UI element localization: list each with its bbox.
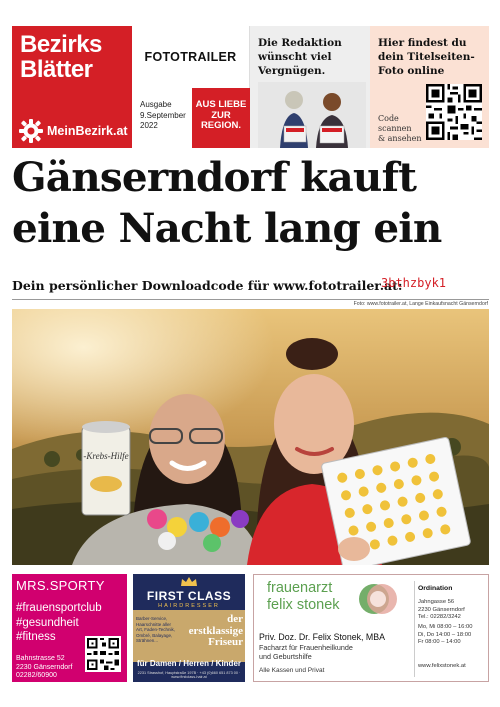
fototrailer-label: FOTOTRAILER [132, 26, 250, 88]
mrs-sporty-qr-code-icon[interactable] [85, 636, 121, 672]
first-class-footer: 2231 Strasshof, Hauptstraße 197B · +43 (0)660 651 873 00 · www.firstclass-hair.at [137, 671, 241, 679]
first-class-ad[interactable] [133, 574, 245, 682]
frauenarzt-brand-line-2: felix stonek [267, 597, 340, 613]
frauenarzt-ad[interactable] [253, 574, 489, 682]
divider [12, 299, 489, 300]
first-class-audience: für Damen / Herren / Kinder [136, 659, 242, 668]
bezirksblaetter-logo[interactable] [12, 26, 132, 148]
photo-booth-image [12, 309, 489, 565]
ad-row [12, 574, 489, 682]
mrs-sporty-ad[interactable] [12, 574, 127, 682]
masthead [12, 26, 489, 148]
ordination-address: Jahngasse 56 2230 Gänserndorf Tel.: 02282/3242 [418, 599, 465, 620]
frauenarzt-brand-line-1: frauenarzt [267, 580, 333, 596]
crown-icon [180, 576, 198, 587]
redaktion-greeting: Die Redaktion wünscht viel Vergnügen. [258, 37, 342, 77]
download-hint: Dein persönlicher Downloadcode für www.fototrailer.at: [12, 278, 403, 293]
editors-photo [258, 82, 366, 148]
mrs-sporty-address: Bahnstrasse 52 2230 Gänserndorf 02282/60900 [16, 655, 73, 679]
main-photo [12, 309, 489, 565]
titelseite-qr-code-icon[interactable] [426, 84, 482, 140]
download-code[interactable]: 3bthzbyk1 [381, 276, 447, 290]
first-class-subtitle: HAIRDRESSER [158, 603, 220, 609]
ordination-title: Ordination [418, 585, 453, 592]
headline-line-1: Gänserndorf kauft [12, 153, 417, 201]
scan-hint: Code scannen & ansehen [378, 114, 422, 143]
mrs-sporty-hashtags: #frauensportclub #gesundheit #fitness [16, 602, 102, 643]
fototrailer-column [132, 26, 250, 148]
mrs-sporty-title: MRS.SPORTY [16, 578, 105, 593]
ad-divider [414, 581, 415, 677]
doctor-name: Priv. Doz. Dr. Felix Stonek, MBA [259, 632, 385, 642]
insurance-info: Alle Kassen und Privat [259, 667, 325, 674]
meinbezirk-brand [18, 118, 128, 144]
doctor-specialty: Facharzt für Frauenheilkunde und Geburtshilfe [259, 643, 353, 661]
logo-title: Bezirks Blätter [20, 31, 102, 83]
logo-subtitle: MeinBezirk.at [47, 124, 128, 138]
titelseite-qr-panel [370, 26, 489, 148]
meinbezirk-gear-icon [18, 118, 44, 144]
aus-liebe-zur-region-badge: AUS LIEBE ZUR REGION. [192, 88, 250, 148]
first-class-slogan: der erstklassige Friseur [188, 613, 243, 648]
edition-info: Ausgabe 9.September 2022 [140, 100, 186, 130]
can-label: -Krebs-Hilfe [83, 451, 129, 461]
frauenarzt-logo-icon [357, 579, 399, 619]
first-class-title: FIRST CLASS [146, 589, 232, 603]
photo-credit: Foto: www.fototrailer.at, Lange Einkaufsnacht Gänserndorf [353, 301, 488, 307]
titelseite-hint: Hier findest du dein Titelseiten-Foto online [378, 37, 475, 77]
first-class-services: Barber-Service, Haarschnitte aller Art, Faden-Technik, Ombré, Balayage, Strähnen... [136, 616, 176, 644]
doctor-website-link[interactable]: www.felixstonek.at [418, 663, 466, 669]
headline [12, 152, 492, 254]
redaktion-panel [250, 26, 370, 148]
opening-hours: Mo, Mi 08:00 – 16:00 Di, Do 14:00 – 18:00 Fr 08:00 – 14:00 [418, 624, 473, 645]
headline-line-2: eine Nacht lang ein [12, 204, 442, 252]
